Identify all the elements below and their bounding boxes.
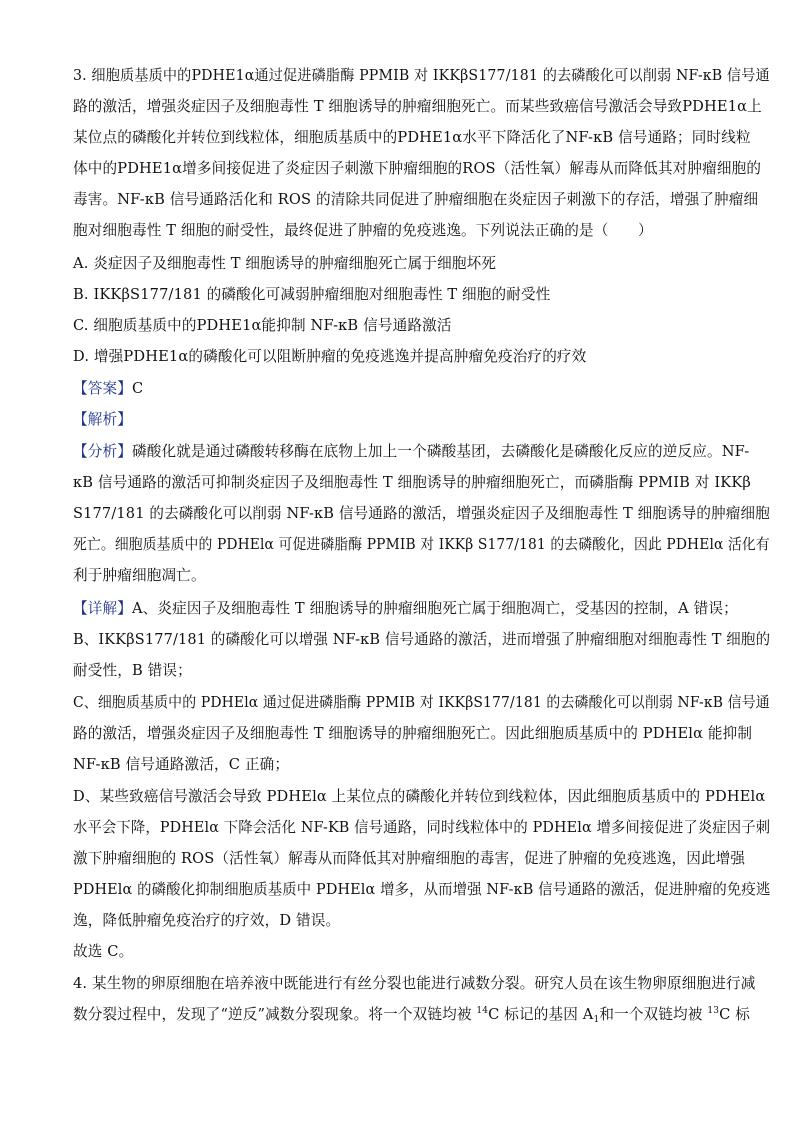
isotope-superscript: 14 — [476, 1006, 489, 1016]
xiangjie-line: C、细胞质基质中的 PDHElα 通过促进磷脂酶 PPMIB 对 IKKβS177/181 的去磷酸化可以削弱 NF-κB 信号通 — [73, 694, 770, 711]
xiangjie-line: 【详解】A、炎症因子及细胞毒性 T 细胞诱导的肿瘤细胞死亡属于细胞凋亡，受基因的控制，A 错误； — [73, 600, 738, 617]
fenxi-line: S177/181 的去磷酸化可以削弱 NF-κB 信号通路的激活，增强炎症因子及细胞毒性 T 细胞诱导的肿瘤细胞 — [73, 505, 770, 522]
answer-line — [73, 379, 143, 399]
q3-stem-line: 胞对细胞毒性 T 细胞的耐受性，最终促进了肿瘤的免疫逃逸。下列说法正确的是（ ） — [73, 222, 653, 239]
fenxi-line: 【分析】磷酸化就是通过磷酸转移酶在底物上加上一个磷酸基团，去磷酸化是磷酸化反应的逆反应。NF- — [73, 443, 750, 460]
xiangjie-line: D、某些致癌信号激活会导致 PDHElα 上某位点的磷酸化并转位到线粒体，因此细胞质基质中的 PDHElα — [73, 788, 766, 805]
xiangjie-line: B、IKKβS177/181 的磷酸化可以增强 NF-κB 信号通路的激活，进而增强了肿瘤细胞对细胞毒性 T 细胞的 — [73, 631, 771, 648]
xiangjie-line: 耐受性，B 错误； — [73, 662, 192, 679]
xiangjie-line: 路的激活，增强炎症因子及细胞毒性 T 细胞诱导的肿瘤细胞死亡。因此细胞质基质中的 PDHElα 能抑制 — [73, 725, 753, 742]
answer-value: C — [131, 380, 144, 397]
fenxi-label: 【分析】 — [73, 443, 132, 460]
xiangjie-line: 逸，降低肿瘤免疫治疗的疗效，D 错误。 — [73, 912, 341, 929]
q3-option-b: B. IKKβS177/181 的磷酸化可减弱肿瘤细胞对细胞毒性 T 细胞的耐受性 — [73, 286, 551, 303]
fenxi-line: 利于肿瘤细胞凋亡。 — [73, 567, 206, 584]
q3-option-a: A. 炎症因子及细胞毒性 T 细胞诱导的肿瘤细胞死亡属于细胞坏死 — [73, 255, 497, 272]
fenxi-line: κB 信号通路的激活可抑制炎症因子及细胞毒性 T 细胞诱导的肿瘤细胞死亡，而磷脂酶 PPMIB 对 IKKβ — [73, 474, 751, 491]
analysis-label: 【解析】 — [73, 411, 132, 428]
xiangjie-label: 【详解】 — [73, 600, 132, 617]
xiangjie-line: 水平会下降，PDHElα 下降会活化 NF-KB 信号通路，同时线粒体中的 PDHElα 增多间接促进了炎症因子刺 — [73, 819, 771, 836]
answer-label: 【答案】 — [73, 380, 132, 397]
q3-stem-line: 体中的PDHE1α增多间接促进了炎症因子刺激下肿瘤细胞的ROS（活性氧）解毒从而降低其对肿瘤细胞的 — [73, 160, 762, 177]
isotope-superscript: 13 — [707, 1006, 720, 1016]
xiangjie-line: NF-κB 信号通路激活，C 正确； — [73, 756, 290, 773]
q4-stem-line: 数分裂过程中，发现了“逆反”减数分裂现象。将一个双链均被 $^{14}$C 标记的基因 $A_1$和一个双链均被 $^{13}$C 标 — [73, 1006, 750, 1025]
q4-stem-line: 4. 某生物的卵原细胞在培养液中既能进行有丝分裂也能进行减数分裂。研究人员在该生物卵原细胞进行减 — [73, 975, 756, 992]
conclusion: 故选 C。 — [73, 943, 134, 960]
q3-option-d: D. 增强PDHE1α的磷酸化可以阻断肿瘤的免疫逃逸并提高肿瘤免疫治疗的疗效 — [73, 348, 587, 365]
fenxi-line: 死亡。细胞质基质中的 PDHElα 可促进磷脂酶 PPMIB 对 IKKβ S177/181 的去磷酸化，因此 PDHElα 活化有 — [73, 536, 770, 553]
gene-subscript: 1 — [593, 1015, 600, 1025]
q3-stem-line: 毒害。NF-κB 信号通路活化和 ROS 的清除共同促进了肿瘤细胞在炎症因子刺激下的存活，增强了肿瘤细 — [73, 191, 759, 208]
xiangjie-line: PDHElα 的磷酸化抑制细胞质基质中 PDHElα 增多，从而增强 NF-κB 信号通路的激活，促进肿瘤的免疫逃 — [73, 881, 771, 898]
q3-stem-line: 某位点的磷酸化并转位到线粒体，细胞质基质中的PDHE1α水平下降活化了NF-κB 信号通路；同时线粒 — [73, 129, 751, 146]
q3-stem-line: 路的激活，增强炎症因子及细胞毒性 T 细胞诱导的肿瘤细胞死亡。而某些致癌信号激活会导致PDHE1α上 — [73, 98, 762, 115]
xiangjie-line: 激下肿瘤细胞的 ROS（活性氧）解毒从而降低其对肿瘤细胞的毒害，促进了肿瘤的免疫逃逸，因此增强 — [73, 850, 746, 867]
q3-option-c: C. 细胞质基质中的PDHE1α能抑制 NF-κB 信号通路激活 — [73, 317, 452, 334]
q3-stem-line: 3. 细胞质基质中的PDHE1α通过促进磷脂酶 PPMIB 对 IKKβS177/181 的去磷酸化可以削弱 NF-κB 信号通 — [73, 67, 770, 84]
